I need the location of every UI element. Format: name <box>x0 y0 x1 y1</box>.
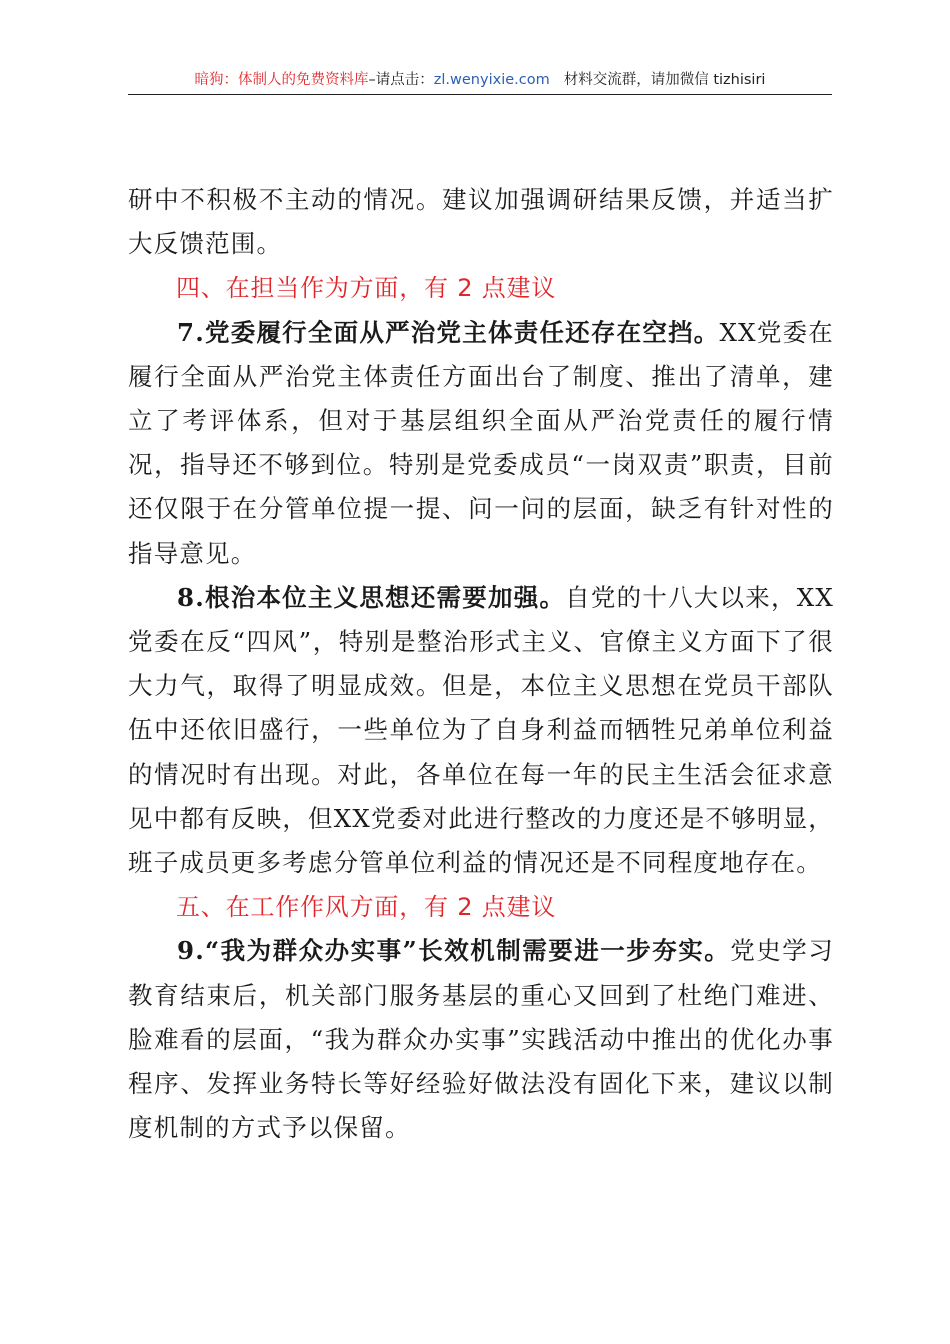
paragraph-continued: 研中不积极不主动的情况。建议加强调研结果反馈，并适当扩大反馈范围。 <box>128 185 834 259</box>
item-9-text: 党史学习教育结束后，机关部门服务基层的重心又回到了杜绝门难进、脸难看的层面，“我为群众办实事”实践活动中推出的优化办事程序、发挥业务特长等好经验好做法没有固化下来，建议以制度机制的方式予以保留。 <box>128 936 834 1143</box>
header-link[interactable]: zl.wenyixie.com <box>433 72 550 88</box>
paragraph-item-9 <box>128 929 834 1150</box>
header-site-name: 暗狗：体制人的免费资料库 <box>194 72 369 88</box>
header-wechat-note: 材料交流群，请加微信 tizhisiri <box>563 72 766 88</box>
page-header <box>128 66 832 95</box>
document-body <box>128 178 834 1150</box>
header-click-prompt: –请点击： <box>368 72 434 88</box>
item-8-text: 自党的十八大以来，XX党委在反“四风”，特别是整治形式主义、官僚主义方面下了很大力气，取得了明显成效。但是，本位主义思想在党员干部队伍中还依旧盛行，一些单位为了自身利益而牺牲兄弟单位利益的情况时有出现。对此，各单位在每一年的民主生活会征求意见中都有反映，但XX党委对此进行整改的力度还是不够明显，班子成员更多考虑分管单位利益的情况还是不同程度地存在。 <box>128 582 834 878</box>
section-heading-5: 五、在工作作风方面，有 2 点建议 <box>176 893 557 922</box>
paragraph-item-8 <box>128 576 834 885</box>
item-8-title: 8.根治本位主义思想还需要加强。 <box>177 582 566 612</box>
section-heading-4: 四、在担当作为方面，有 2 点建议 <box>176 274 557 303</box>
item-7-text: XX党委在履行全面从严治党主体责任方面出台了制度、推出了清单，建立了考评体系，但对于基层组织全面从严治党责任的履行情况，指导还不够到位。特别是党委成员“一岗双责”职责，目前还仅限于在分管单位提一提、问一问的层面，缺乏有针对性的指导意见。 <box>128 317 834 568</box>
item-7-title: 7.党委履行全面从严治党主体责任还存在空挡。 <box>177 317 720 347</box>
item-9-title: 9.“我为群众办实事”长效机制需要进一步夯实。 <box>177 936 731 966</box>
paragraph-item-7 <box>128 311 834 576</box>
